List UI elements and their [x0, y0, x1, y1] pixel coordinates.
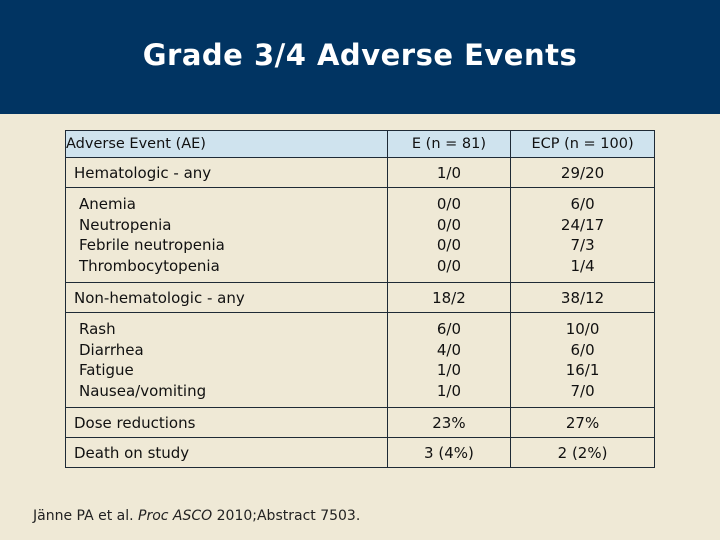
- adverse-events-table: [65, 130, 655, 468]
- sub-labels: [66, 313, 388, 408]
- sub-values-e: [387, 313, 510, 408]
- cell-ecp: 7/0: [570, 381, 595, 400]
- row-label: Hematologic - any: [66, 158, 388, 188]
- column-header-e: E (n = 81): [387, 131, 510, 158]
- cell-e: 6/0: [436, 320, 462, 338]
- cell-ecp: 1/4: [570, 256, 595, 275]
- row-label: Non-hematologic - any: [66, 283, 388, 313]
- cell-ecp: 6/0: [570, 340, 595, 359]
- cell-ecp: 7/3: [570, 236, 595, 254]
- cell-ecp: 29/20: [511, 158, 655, 188]
- cell-e: 1/0: [436, 381, 462, 400]
- slide-title: Grade 3/4 Adverse Events: [142, 38, 578, 72]
- title-banner: [0, 0, 720, 114]
- cell-ecp: 27%: [511, 408, 655, 438]
- table-row-dose-reductions: [66, 408, 655, 438]
- sub-values-ecp: [511, 313, 655, 408]
- cell-ecp: 2 (2%): [511, 438, 655, 468]
- sub-label: Nausea/vomiting: [79, 381, 207, 400]
- citation-details: 2010;Abstract 7503.: [212, 508, 361, 524]
- column-header-ecp: ECP (n = 100): [511, 131, 655, 158]
- column-header-adverse-event: Adverse Event (AE): [66, 131, 388, 158]
- sub-label: Diarrhea: [79, 340, 144, 359]
- citation-journal: Proc ASCO: [138, 508, 213, 524]
- sub-values-e: [387, 188, 510, 283]
- citation-footnote: [33, 508, 360, 524]
- table-row-death-on-study: [66, 438, 655, 468]
- cell-e: 1/0: [387, 158, 510, 188]
- cell-e: 18/2: [387, 283, 510, 313]
- cell-e: 23%: [387, 408, 510, 438]
- cell-ecp: 10/0: [565, 320, 600, 338]
- cell-e: 1/0: [436, 361, 462, 379]
- cell-ecp: 38/12: [511, 283, 655, 313]
- table-row-hematologic: [66, 158, 655, 188]
- cell-e: 0/0: [436, 215, 462, 234]
- table-row-non-hematologic: [66, 283, 655, 313]
- table-row-hematologic-details: [66, 188, 655, 283]
- sub-label: Thrombocytopenia: [79, 256, 220, 275]
- table-row-non-hematologic-details: [66, 313, 655, 408]
- sub-label: Rash: [79, 320, 116, 338]
- sub-values-ecp: [511, 188, 655, 283]
- row-label: Dose reductions: [66, 408, 388, 438]
- sub-label: Fatigue: [79, 361, 134, 379]
- cell-e: 0/0: [436, 256, 462, 275]
- cell-ecp: 24/17: [560, 215, 605, 234]
- cell-e: 3 (4%): [387, 438, 510, 468]
- row-label: Death on study: [66, 438, 388, 468]
- citation-authors: Jänne PA et al.: [33, 508, 139, 524]
- cell-e: 0/0: [436, 195, 462, 213]
- sub-labels: [66, 188, 388, 283]
- cell-e: 4/0: [436, 340, 462, 359]
- cell-ecp: 6/0: [570, 195, 595, 213]
- cell-ecp: 16/1: [565, 361, 600, 379]
- sub-label: Neutropenia: [79, 215, 172, 234]
- table-header-row: [66, 131, 655, 158]
- sub-label: Febrile neutropenia: [79, 236, 225, 254]
- cell-e: 0/0: [436, 236, 462, 254]
- sub-label: Anemia: [79, 195, 136, 213]
